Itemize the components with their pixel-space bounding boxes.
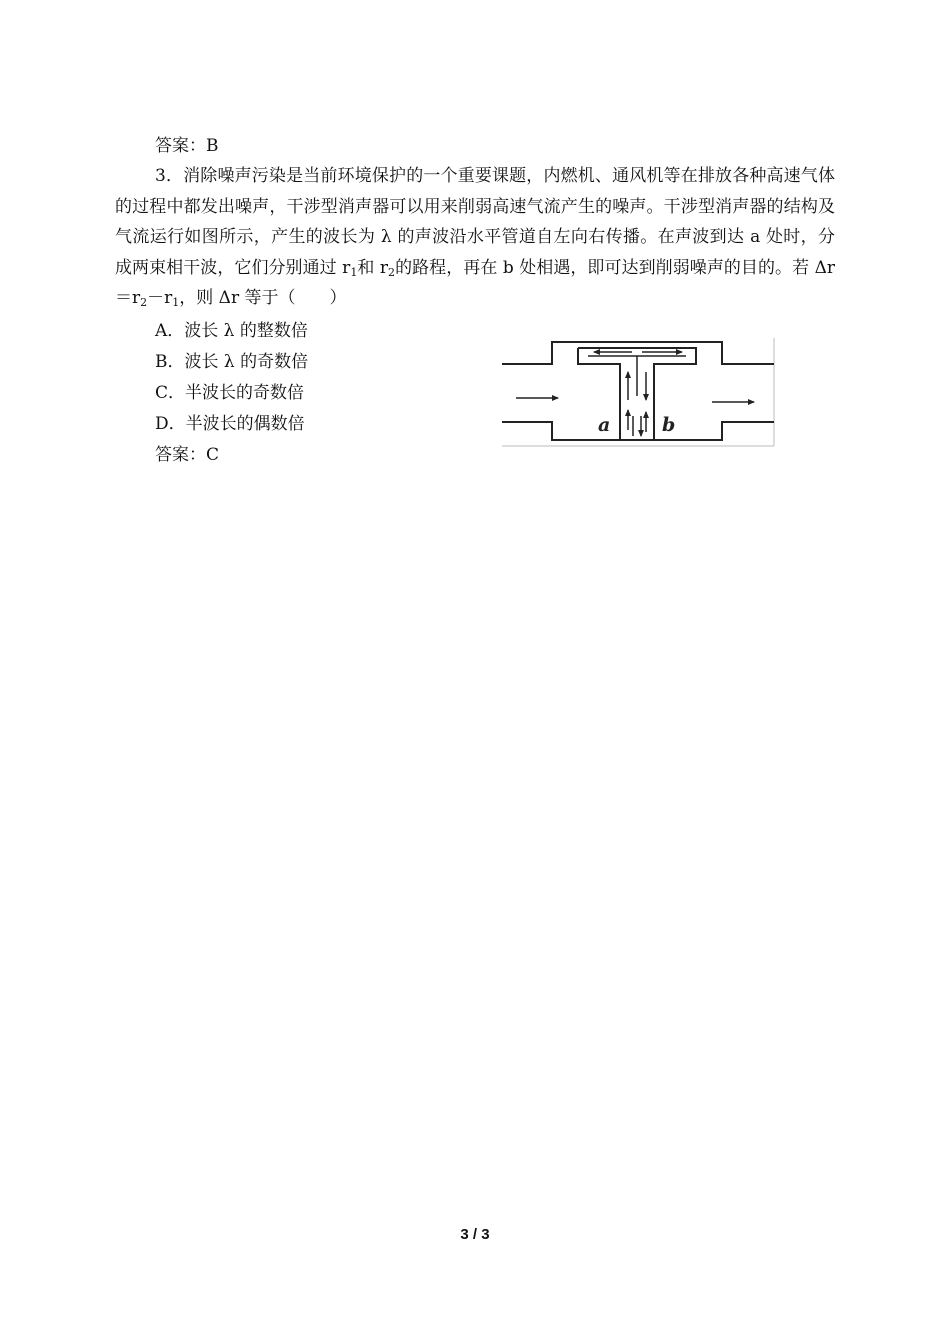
interference-silencer-diagram [502,336,776,448]
question-3-text: 3．消除噪声污染是当前环境保护的一个重要课题，内燃机、通风机等在排放各种高速气体的过程中都发出噪声，干涉型消声器可以用来削弱高速气流产生的噪声。干涉型消声器的结构及气流运行如图所示，产生的波长为 λ 的声波沿水平管道自左向右传播。在声波到达 a 处时，分成两束相干波，它们分别通过 $r_1$和 $r_2$的路程，再在 b 处相遇，即可达到削弱噪声的目的。若 $\Delta r=r_2-r_1$，则 Δr 等于（ ） [115,166,836,309]
label-a: a [598,414,611,436]
option-a: A．波长 λ 的整数倍 [155,321,308,341]
option-c: C．半波长的奇数倍 [155,383,305,403]
option-b: B．波长 λ 的奇数倍 [155,352,309,372]
label-b: b [662,414,676,436]
page-number: 3 / 3 [460,1226,490,1243]
previous-answer: 答案：B [155,136,219,156]
option-d: D．半波长的偶数倍 [155,414,305,434]
answer: 答案：C [155,445,220,465]
